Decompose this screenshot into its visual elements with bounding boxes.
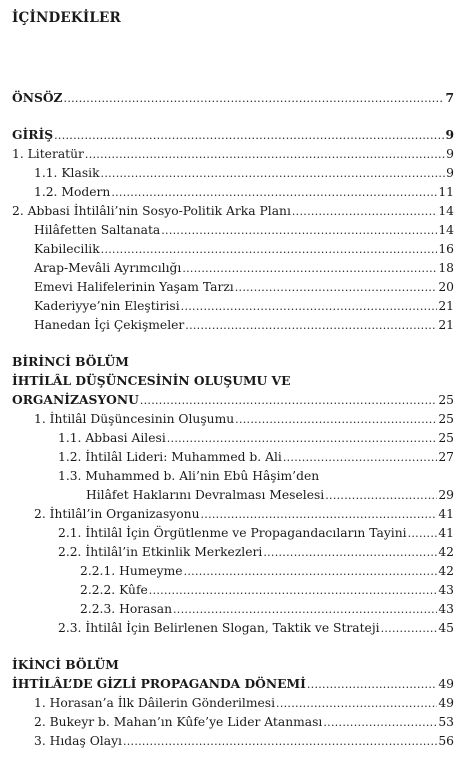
toc-entry[interactable] <box>34 165 454 181</box>
entry-label: 1. Literatür <box>12 147 84 161</box>
toc-entry[interactable] <box>58 544 454 560</box>
entry-label: 3. Hıdaş Olayı <box>34 734 122 748</box>
entry-label: 2.3. İhtilâl İçin Belirlenen Slogan, Taktik ve Strateji <box>58 621 380 635</box>
entry-page: 16 <box>438 242 454 256</box>
entry-page: 53 <box>438 715 454 729</box>
dot-leader <box>161 223 437 239</box>
entry-label: ÖNSÖZ <box>12 90 63 105</box>
dot-leader <box>111 185 437 201</box>
entry-label: GİRİŞ <box>12 127 54 142</box>
entry-label: 1.2. Modern <box>34 185 111 199</box>
toc-entry[interactable] <box>34 184 454 200</box>
toc-entry[interactable] <box>34 317 454 333</box>
dot-leader <box>140 393 438 409</box>
entry-page: 21 <box>438 299 454 313</box>
toc-entry[interactable] <box>58 525 454 541</box>
toc-entry[interactable] <box>12 146 454 162</box>
part1-title-line1: İHTİLÂL DÜŞÜNCESİNİN OLUŞUMU VE <box>12 373 291 388</box>
entry-label: 2. Bukeyr b. Mahan’ın Kûfe’ye Lider Atanması <box>34 715 323 729</box>
entry-label: 2. Abbasi İhtilâli’nin Sosyo-Politik Arka Planı <box>12 204 291 218</box>
entry-page: 14 <box>438 204 454 218</box>
entry-page: 56 <box>438 734 454 748</box>
entry-label: Emevi Halifelerinin Yaşam Tarzı <box>34 280 234 294</box>
entry-label: Arap-Mevâli Ayrımcılığı <box>34 261 182 275</box>
toc-entry[interactable] <box>80 563 454 579</box>
entry-label: 2.2.3. Horasan <box>80 602 173 616</box>
entry-page: 25 <box>438 393 454 407</box>
entry-page: 41 <box>438 526 454 540</box>
entry-page: 49 <box>438 677 454 691</box>
dot-leader <box>64 91 445 107</box>
dot-leader <box>185 318 437 334</box>
toc-entry[interactable] <box>34 506 454 522</box>
entry-page: 41 <box>438 507 454 521</box>
entry-page: 7 <box>445 90 454 105</box>
toc-entry[interactable] <box>58 449 454 465</box>
entry-page: 25 <box>438 431 454 445</box>
entry-page: 9 <box>445 127 454 142</box>
entry-page: 14 <box>438 223 454 237</box>
dot-leader <box>325 488 437 504</box>
dot-leader <box>381 621 438 637</box>
part1-label: BİRİNCİ BÖLÜM <box>12 354 129 369</box>
entry-label: 2.2. İhtilâl’in Etkinlik Merkezleri <box>58 545 263 559</box>
entry-page: 42 <box>438 564 454 578</box>
entry-page: 21 <box>438 318 454 332</box>
entry-page: 29 <box>438 488 454 502</box>
dot-leader <box>323 715 437 731</box>
entry-page: 27 <box>438 450 454 464</box>
entry-page: 11 <box>438 185 454 199</box>
toc-entry[interactable] <box>12 203 454 219</box>
toc-entry[interactable] <box>34 260 454 276</box>
entry-page: 42 <box>438 545 454 559</box>
toc-entry[interactable] <box>58 430 454 446</box>
entry-label: Kaderiyye’nin Eleştirisi <box>34 299 180 313</box>
toc-entry[interactable] <box>86 487 454 503</box>
entry-label: 1. İhtilâl Düşüncesinin Oluşumu <box>34 412 235 426</box>
entry-label: Hilâfetten Saltanata <box>34 223 161 237</box>
dot-leader <box>283 450 438 466</box>
entry-label: 2.2.2. Kûfe <box>80 583 148 597</box>
toc-entry[interactable] <box>34 222 454 238</box>
toc-entry[interactable] <box>34 279 454 295</box>
toc-entry[interactable] <box>34 733 454 749</box>
toc-entry-part1-title[interactable] <box>12 392 454 408</box>
entry-label: İHTİLÂL’DE GİZLİ PROPAGANDA DÖNEMİ <box>12 676 306 691</box>
dot-leader <box>184 564 438 580</box>
dot-leader <box>181 299 438 315</box>
toc-entry[interactable] <box>34 714 454 730</box>
page-title: İÇİNDEKİLER <box>12 10 121 26</box>
entry-label: Hilâfet Haklarını Devralması Meselesi <box>86 488 325 502</box>
dot-leader <box>149 583 438 599</box>
dot-leader <box>276 696 437 712</box>
dot-leader <box>54 128 444 144</box>
toc-entry-preface[interactable] <box>12 90 454 106</box>
toc-entry-part2-title[interactable] <box>12 676 454 692</box>
dot-leader <box>101 166 446 182</box>
entry-page: 25 <box>438 412 454 426</box>
dot-leader <box>235 412 437 428</box>
dot-leader <box>235 280 438 296</box>
dot-leader <box>307 677 437 693</box>
dot-leader <box>167 431 438 447</box>
toc-entry[interactable] <box>80 601 454 617</box>
entry-label: Kabilecilik <box>34 242 100 256</box>
dot-leader <box>182 261 437 277</box>
entry-label: 1.1. Abbasi Ailesi <box>58 431 166 445</box>
entry-page: 43 <box>438 583 454 597</box>
entry-label: 2.2.1. Humeyme <box>80 564 183 578</box>
entry-page: 20 <box>438 280 454 294</box>
entry-label: 2. İhtilâl’in Organizasyonu <box>34 507 200 521</box>
entry-page: 9 <box>446 147 454 161</box>
entry-label: Hanedan İçi Çekişmeler <box>34 318 185 332</box>
entry-label: 1. Horasan’a İlk Dâilerin Gönderilmesi <box>34 696 276 710</box>
dot-leader <box>101 242 438 258</box>
part2-label: İKİNCİ BÖLÜM <box>12 657 119 672</box>
toc-entry[interactable] <box>34 411 454 427</box>
entry-label: 2.1. İhtilâl İçin Örgütlenme ve Propagandacıların Tayini <box>58 526 407 540</box>
entry-page: 18 <box>438 261 454 275</box>
toc-entry[interactable] <box>34 695 454 711</box>
toc-entry[interactable] <box>58 620 454 636</box>
entry-page: 49 <box>438 696 454 710</box>
entry-page: 45 <box>438 621 454 635</box>
entry-label: 1.1. Klasik <box>34 166 100 180</box>
toc-entry[interactable] <box>34 241 454 257</box>
entry-label: ORGANİZASYONU <box>12 392 139 407</box>
entry-page: 9 <box>446 166 454 180</box>
dot-leader <box>173 602 437 618</box>
toc-entry-label-wrapped[interactable]: 1.3. Muhammed b. Ali’nin Ebû Hâşim’den <box>58 469 320 483</box>
toc-entry-introduction[interactable] <box>12 127 454 143</box>
entry-page: 43 <box>438 602 454 616</box>
dot-leader <box>85 147 445 163</box>
dot-leader <box>123 734 437 750</box>
toc-entry[interactable] <box>80 582 454 598</box>
dot-leader <box>201 507 438 523</box>
dot-leader <box>292 204 437 220</box>
dot-leader <box>408 526 438 542</box>
toc-entry[interactable] <box>34 298 454 314</box>
entry-label: 1.2. İhtilâl Lideri: Muhammed b. Ali <box>58 450 282 464</box>
dot-leader <box>263 545 437 561</box>
